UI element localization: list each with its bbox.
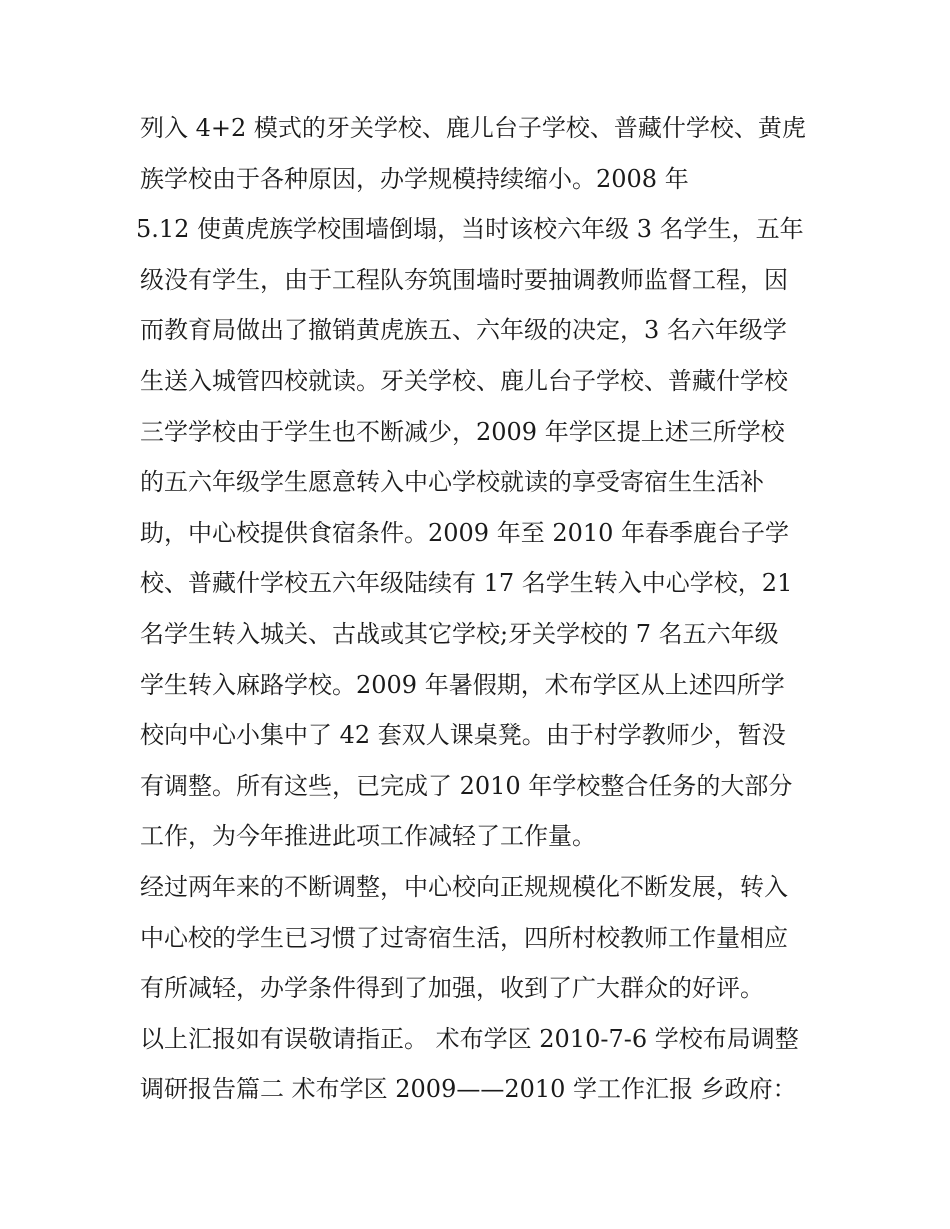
text-line: 的五六年级学生愿意转入中心学校就读的享受寄宿生生活补 (140, 468, 764, 497)
text-line: 中心校的学生已习惯了过寄宿生活，四所村校教师工作量相应 (140, 923, 788, 952)
text-line: 助，中心校提供食宿条件。2009 年至 2010 年春季鹿台子学 (140, 518, 790, 547)
text-line: 三学学校由于学生也不断减少，2009 年学区提上述三所学校 (140, 417, 785, 446)
text-line: 有调整。所有这些，已完成了 2010 年学校整合任务的大部分 (140, 771, 793, 800)
text-line: 调研报告篇二 术布学区 2009——2010 学工作汇报 乡政府： (140, 1075, 797, 1104)
text-line: 列入 4+2 模式的牙关学校、鹿儿台子学校、普藏什学校、黄虎 (140, 114, 806, 142)
text-line: 校、普藏什学校五六年级陆续有 17 名学生转入中心学校，21 (140, 569, 793, 598)
text-line: 学生转入麻路学校。2009 年暑假期，术布学区从上述四所学 (140, 670, 785, 699)
text-line: 族学校由于各种原因，办学规模持续缩小。2008 年 (140, 164, 689, 193)
text-line: 生送入城管四校就读。牙关学校、鹿儿台子学校、普藏什学校 (140, 366, 788, 395)
text-line: 有所减轻，办学条件得到了加强，收到了广大群众的好评。 (140, 974, 764, 1003)
text-line: 5.12 使黄虎族学校围墙倒塌，当时该校六年级 3 名学生，五年 (136, 215, 804, 244)
text-line: 经过两年来的不断调整，中心校向正规规模化不断发展，转入 (140, 872, 788, 901)
body-text (136, 103, 830, 1115)
text-line: 级没有学生，由于工程队夯筑围墙时要抽调教师监督工程，因 (140, 265, 788, 294)
text-line: 工作，为今年推进此项工作减轻了工作量。 (140, 822, 596, 851)
text-line: 名学生转入城关、古战或其它学校;牙关学校的 7 名五六年级 (140, 619, 779, 648)
text-line: 以上汇报如有误敬请指正。 术布学区 2010-7-6 学校布局调整 (140, 1024, 799, 1053)
text-line: 校向中心小集中了 42 套双人课桌凳。由于村学教师少，暂没 (140, 721, 786, 750)
text-line: 而教育局做出了撤销黄虎族五、六年级的决定，3 名六年级学 (140, 316, 787, 345)
